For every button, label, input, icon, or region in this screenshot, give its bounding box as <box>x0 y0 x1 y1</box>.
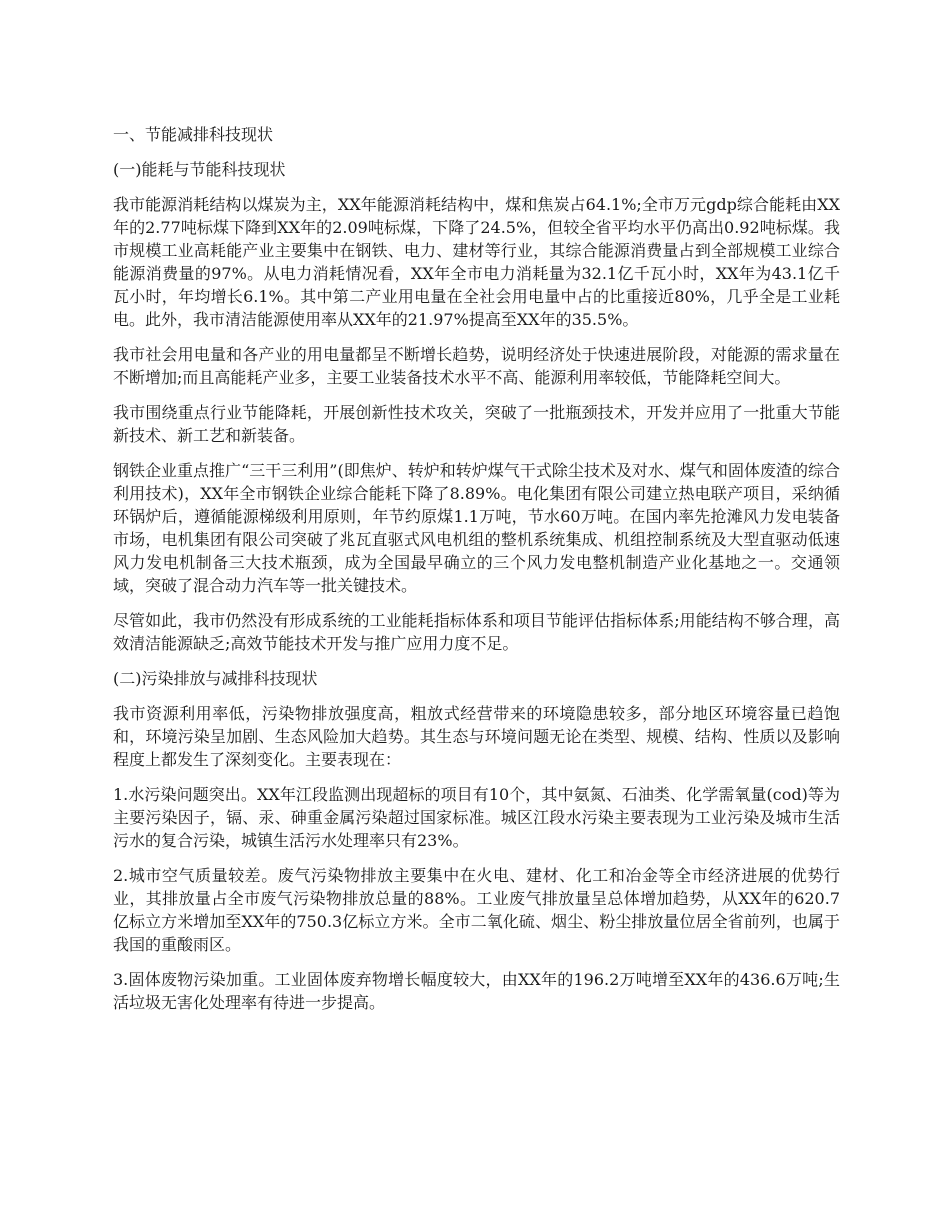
subsection-title-energy: (一)能耗与节能科技现状 <box>113 160 286 179</box>
paragraph-shortcomings: 尽管如此，我市仍然没有形成系统的工业能耗指标体系和项目节能评估指标体系;用能结构不够合理，高效清洁能源缺乏;高效节能技术开发与推广应用力度不足。 <box>113 611 840 653</box>
document-body <box>113 123 840 1026</box>
subsection-title-pollution: (二)污染排放与减排科技现状 <box>113 669 318 688</box>
paragraph-electricity-demand: 我市社会用电量和各产业的用电量都呈不断增长趋势，说明经济处于快速进展阶段，对能源的需求量在不断增加;而且高能耗产业多，主要工业装备技术水平不高、能源利用率较低，节能降耗空间大。 <box>113 345 840 387</box>
paragraph-air-quality: 2.城市空气质量较差。废气污染物排放主要集中在火电、建材、化工和冶金等全市经济进展的优势行业，其排放量占全市废气污染物排放总量的88%。工业废气排放量呈总体增加趋势，从XX年的620.7亿标立方米增加至XX年的750.3亿标立方米。全市二氧化硫、烟尘、粉尘排放量位居全省前列，也属于我国的重酸雨区。 <box>113 866 840 954</box>
paragraph-steel-industry: 钢铁企业重点推广“三干三利用”(即焦炉、转炉和转炉煤气干式除尘技术及对水、煤气和固体废渣的综合利用技术)，XX年全市钢铁企业综合能耗下降了8.89%。电化集团有限公司建立热电联产项目，采纳循环锅炉后，遵循能源梯级利用原则，年节约原煤1.1万吨，节水60万吨。在国内率先抢滩风力发电装备市场，电机集团有限公司突破了兆瓦直驱式风电机组的整机系统集成、机组控制系统及大型直驱动低速风力发电机制备三大技术瓶颈，成为全国最早确立的三个风力发电整机制造产业化基地之一。交通领域，突破了混合动力汽车等一批关键技术。 <box>113 461 840 595</box>
paragraph-solid-waste: 3.固体废物污染加重。工业固体废弃物增长幅度较大，由XX年的196.2万吨增至XX年的436.6万吨;生活垃圾无害化处理率有待进一步提高。 <box>113 970 840 1012</box>
paragraph-pollution-overview: 我市资源利用率低，污染物排放强度高，粗放式经营带来的环境隐患较多，部分地区环境容量已趋饱和，环境污染呈加剧、生态风险加大趋势。其生态与环境问题无论在类型、规模、结构、性质以及影响程度上都发生了深刻变化。主要表现在： <box>113 704 840 769</box>
paragraph-energy-structure: 我市能源消耗结构以煤炭为主，XX年能源消耗结构中，煤和焦炭占64.1%;全市万元gdp综合能耗由XX年的2.77吨标煤下降到XX年的2.09吨标煤，下降了24.5%，但较全省平均水平仍高出0.92吨标煤。我市规模工业高耗能产业主要集中在钢铁、电力、建材等行业，其综合能源消费量占到全部规模工业综合能源消费量的97%。从电力消耗情况看，XX年全市电力消耗量为32.1亿千瓦小时，XX年为43.1亿千瓦小时，年均增长6.1%。其中第二产业用电量在全社会用电量中占的比重接近80%，几乎全是工业耗电。此外，我市清洁能源使用率从XX年的21.97%提高至XX年的35.5%。 <box>113 195 840 329</box>
paragraph-water-pollution: 1.水污染问题突出。XX年江段监测出现超标的项目有10个，其中氨氮、石油类、化学需氧量(cod)等为主要污染因子，镉、汞、砷重金属污染超过国家标准。城区江段水污染主要表现为工业污染及城市生活污水的复合污染，城镇生活污水处理率只有23%。 <box>113 785 840 850</box>
section-title: 一、节能减排科技现状 <box>113 125 274 144</box>
paragraph-tech-breakthrough: 我市围绕重点行业节能降耗，开展创新性技术攻关，突破了一批瓶颈技术，开发并应用了一批重大节能新技术、新工艺和新装备。 <box>113 403 840 445</box>
